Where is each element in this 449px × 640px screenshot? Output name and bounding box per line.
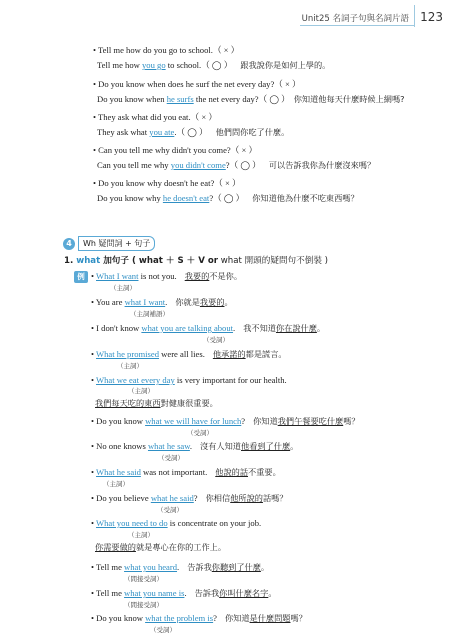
grammar-note: （間接受詞）: [124, 601, 163, 609]
example-sentence: • What you need to do is concentrate on your job.: [91, 518, 262, 528]
example-sentence: • Tell me what you heard. 告訴我你聽到了什麼。: [91, 562, 270, 572]
section-title: Wh 疑問詞 + 句子: [78, 236, 155, 251]
grammar-note: （主詞）: [110, 284, 136, 292]
pair-line: • Tell me how do you go to school.（ × ）: [93, 45, 240, 55]
grammar-note: （主詞）: [128, 387, 154, 395]
grammar-note: （主詞）: [128, 531, 154, 539]
example-sentence: • Do you know what the problem is? 你知道是什麼問題嗎？: [91, 613, 307, 623]
pair-line: Do you know when he surfs the net every day?（ ◯ ） 你知道他每天什麼時候上網嗎?: [97, 94, 405, 104]
grammar-note: （受詞）: [150, 626, 176, 634]
example-sentence: • What he said was not important. 他說的話不重要。: [91, 467, 281, 477]
example-sentence: • What we eat every day is very important for our health.: [91, 375, 287, 385]
pair-line: Tell me how you go to school.（ ◯ ） 跟我說你是如何上學的。: [97, 60, 331, 70]
pair-line: They ask what you ate.（ ◯ ） 他們問你吃了什麼。: [97, 127, 290, 137]
grammar-note: （受詞）: [203, 336, 229, 344]
section-heading: [63, 236, 155, 251]
grammar-note: （受詞）: [158, 454, 184, 462]
grammar-note: （間接受詞）: [124, 575, 163, 583]
example-translation: 我們每天吃的東西對健康很重要。: [95, 398, 218, 408]
grammar-note: （受詞）: [187, 429, 213, 437]
example-sentence: • Tell me what you name is. 告訴我你叫什麼名字。: [91, 588, 277, 598]
page-number: 123: [420, 10, 443, 24]
grammar-note: （受詞）: [157, 506, 183, 514]
pair-line: • Can you tell me why didn't you come?（ × ）: [93, 145, 258, 155]
pair-line: • Do you know why doesn't he eat?（ × ）: [93, 178, 241, 188]
example-sentence: • No one knows what he saw. 沒有人知道他看到了什麼。: [91, 441, 299, 451]
example-sentence: • Do you believe what he said? 你相信他所說的話嗎？: [91, 493, 288, 503]
section-number-badge: 4: [63, 238, 75, 250]
chapter-title: Unit25 名詞子句與名詞片語: [301, 14, 409, 24]
pair-line: • They ask what did you eat.（ × ）: [93, 112, 217, 122]
example-sentence: • What he promised were all lies. 他承諾的都是謊言。: [91, 349, 287, 359]
grammar-note: （主詞）: [103, 480, 129, 488]
example-sentence: • I don't know what you are talking about. 我不知道你在說什麼。: [91, 323, 326, 333]
example-sentence: • What I want is not you. 我要的不是你。: [91, 271, 243, 281]
rule-line: 1. what 加句子 ( what ＋ S ＋ V or what 開頭的疑問句不倒裝 ): [64, 256, 329, 266]
example-translation: 你需要做的就是專心在你的工作上。: [95, 542, 227, 552]
example-sentence: • You are what I want. 你就是我要的。: [91, 297, 233, 307]
pair-line: Do you know why he doesn't eat?（ ◯ ） 你知道他為什麼不吃東西嗎？: [97, 193, 359, 203]
grammar-note: （主詞）: [117, 362, 143, 370]
grammar-note: （主詞補語）: [130, 310, 169, 318]
example-sentence: • Do you know what we will have for lunch? 你知道我們午餐要吃什麼嗎？: [91, 416, 360, 426]
example-icon: 例: [74, 271, 88, 283]
pair-line: • Do you know when does he surf the net every day?（ × ）: [93, 79, 301, 89]
pair-line: Can you tell me why you didn't come?（ ◯ ） 可以告訴我你為什麼沒來嗎？: [97, 160, 376, 170]
